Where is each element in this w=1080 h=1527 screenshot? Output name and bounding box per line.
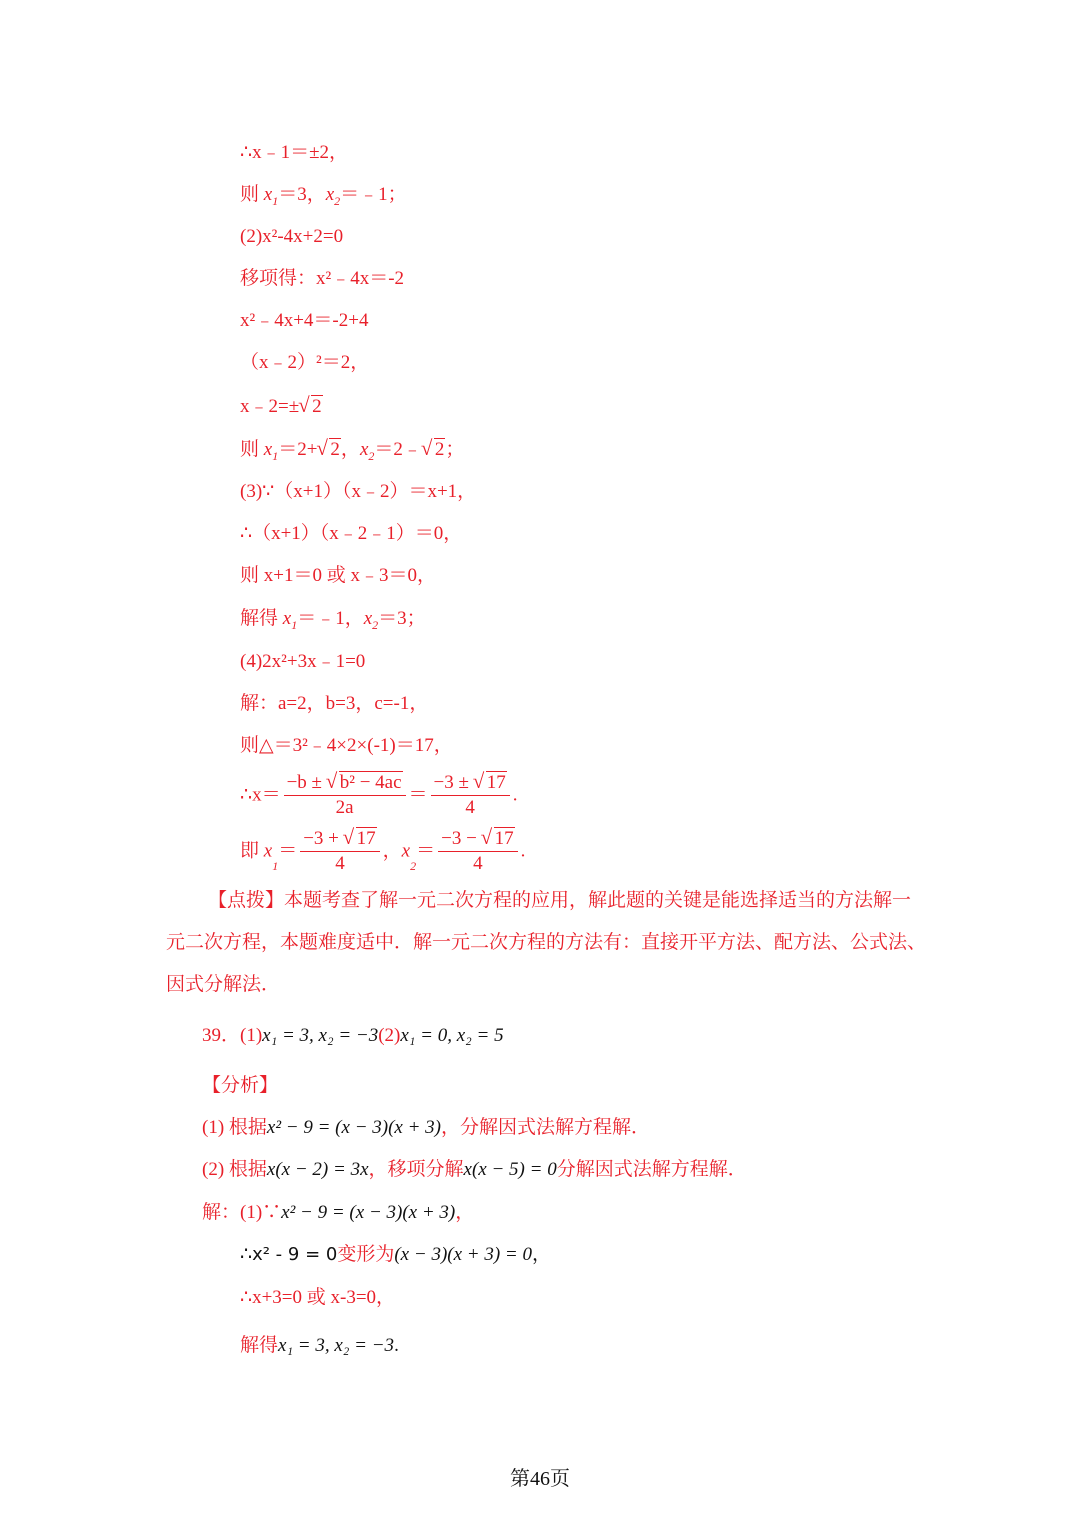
solution-text: . (394, 1335, 399, 1356)
equation: x₁ = 3, x₂ = −3 (278, 1335, 395, 1356)
step-text: 则△＝3²﹣4×2×(-1)＝17， (240, 735, 453, 756)
denominator: 4 (473, 853, 483, 874)
var: x (363, 608, 373, 629)
formula-line (240, 771, 517, 825)
equation: (x − 3)(x + 3) = 0 (394, 1244, 532, 1265)
step-text: ＝2+ (278, 439, 318, 460)
page-number: 第46页 (510, 1468, 570, 1490)
denominator: 2a (335, 797, 354, 818)
formula-line (240, 827, 525, 881)
equation: x(x − 5) = 0 (463, 1159, 557, 1180)
subscript: 1 (272, 858, 279, 873)
step-text: ＝ (278, 840, 298, 862)
tip-text: 本题考查了解一元二次方程的应用，解此题的关键是能选择适当的方法解一元二次方程，本题难度适中．解一元二次方程的方法有：直接开平方法、配方法、公式法、因式分解法． (166, 890, 927, 995)
fraction (300, 827, 379, 876)
step-line (240, 183, 407, 207)
numerator-text: −3 ± (433, 772, 474, 793)
step-line (240, 607, 426, 631)
radicand: 17 (356, 828, 376, 849)
step-line (240, 480, 476, 504)
step-text: ＝ (416, 840, 436, 862)
numerator (431, 771, 510, 796)
step-text: 移项得：x²﹣4x＝-2 (240, 268, 405, 289)
numerator (284, 771, 406, 796)
solution-line (240, 1243, 551, 1267)
step-text: ＝ (408, 784, 428, 806)
step-text: ， (340, 439, 360, 460)
step-text: 则 (240, 184, 264, 205)
radicand: 17 (494, 828, 514, 849)
step-text: x﹣2=± (240, 396, 300, 417)
step-text: 解得 (240, 608, 283, 629)
step-text: x²﹣4x+4＝-2+4 (240, 310, 369, 331)
answer-2: x₁ = 0, x₂ = 5 (400, 1025, 504, 1046)
numerator-text: −3 − (441, 828, 482, 849)
step-text: ， (382, 840, 402, 862)
sqrt-symbol (327, 771, 403, 795)
step-line (240, 225, 343, 249)
subscript: 2 (410, 858, 417, 873)
sqrt-symbol (317, 438, 341, 462)
step-text: 解：a=2，b=3，c=-1， (240, 693, 429, 714)
radicand: 2 (434, 439, 445, 460)
step-line (240, 650, 365, 674)
subscript: 1 (272, 193, 279, 208)
denominator: 4 (335, 853, 345, 874)
tip-label: 【点拨】 (208, 890, 285, 911)
solution-line (240, 1286, 395, 1310)
answer-1: x₁ = 3, x₂ = −3 (262, 1025, 379, 1046)
analysis-label: 【分析】 (202, 1075, 279, 1096)
step-line (240, 351, 369, 375)
step-text: 即 (240, 840, 264, 862)
step-text: . (520, 840, 526, 862)
subscript: 2 (372, 617, 379, 632)
step-line (240, 522, 462, 546)
step-line (240, 395, 323, 419)
equation: x² − 9 = (x − 3)(x + 3) (266, 1117, 441, 1138)
question-number: 39． (202, 1025, 241, 1046)
analysis-text: ，分解因式法解方程解． (441, 1117, 651, 1138)
step-text: ＝2﹣ (374, 439, 422, 460)
part-label: (1) (240, 1025, 263, 1046)
numerator (438, 827, 517, 852)
step-line (240, 564, 436, 588)
tip-paragraph (166, 880, 926, 1006)
var: x (359, 439, 369, 460)
step-line (240, 734, 453, 758)
step-text: ＝3， (278, 184, 326, 205)
radicand: 17 (486, 772, 506, 793)
solution-text: ， (455, 1202, 475, 1223)
sqrt-symbol (422, 438, 446, 462)
analysis-text: ，移项分解 (368, 1159, 464, 1180)
numerator-text: −b ± (286, 772, 327, 793)
analysis-line (202, 1116, 650, 1140)
analysis-heading (202, 1074, 278, 1098)
equation: x² − 9 = (x − 3)(x + 3) (281, 1202, 456, 1223)
step-line (240, 438, 464, 462)
analysis-line (202, 1158, 747, 1182)
analysis-text: (1) 根据 (202, 1117, 267, 1138)
part-label: (2) (378, 1025, 401, 1046)
sqrt-symbol (299, 395, 323, 419)
denominator: 4 (465, 797, 475, 818)
step-text: 则 x+1＝0 或 x﹣3＝0， (240, 565, 436, 586)
numerator-text: −3 + (303, 828, 344, 849)
step-text: ＝﹣1， (297, 608, 364, 629)
numerator (300, 827, 379, 852)
subscript: 1 (291, 617, 298, 632)
radicand: 2 (312, 396, 322, 417)
step-text: (4)2x²+3x﹣1=0 (240, 651, 366, 672)
solution-line (240, 1334, 399, 1358)
analysis-text: 分解因式法解方程解． (556, 1159, 747, 1180)
solution-text: 解：(1)∵ (202, 1202, 282, 1223)
fraction (284, 771, 406, 820)
solution-text: ∴x+3=0 或 x-3=0， (240, 1287, 396, 1308)
fraction (431, 771, 510, 820)
step-line (240, 692, 428, 716)
radicand: 2 (330, 439, 340, 460)
step-text: . (512, 784, 518, 806)
var: x (401, 840, 411, 862)
step-text: (2)x²-4x+2=0 (240, 226, 344, 247)
fraction (438, 827, 517, 876)
solution-text: ， (532, 1244, 552, 1265)
question-39-answer (202, 1024, 504, 1048)
step-text: ＝3； (378, 608, 426, 629)
solution-text: ∴ (240, 1244, 253, 1265)
radicand: b² − 4ac (339, 772, 402, 793)
step-text: ＝﹣1； (340, 184, 407, 205)
var: x (263, 439, 273, 460)
step-line (240, 309, 368, 333)
sqrt-symbol (474, 771, 507, 795)
step-text: ； (445, 439, 465, 460)
step-line (240, 141, 348, 165)
var: x (263, 184, 273, 205)
step-text: (3)∵（x+1）（x﹣2）＝x+1， (240, 481, 477, 502)
step-text: 则 (240, 439, 264, 460)
equation: x² - 9 = 0 (252, 1244, 338, 1265)
subscript: 2 (334, 193, 341, 208)
sqrt-symbol (344, 827, 377, 851)
step-line (240, 267, 404, 291)
step-text: ∴（x+1）（x﹣2﹣1）＝0， (240, 523, 463, 544)
var: x (325, 184, 335, 205)
solution-text: 解得 (240, 1335, 279, 1356)
step-text: （x﹣2）²＝2， (240, 352, 370, 373)
sqrt-symbol (482, 827, 515, 851)
var: x (282, 608, 292, 629)
step-text: ∴x﹣1＝±2， (240, 142, 349, 163)
subscript: 2 (368, 448, 375, 463)
subscript: 1 (272, 448, 279, 463)
var: x (263, 840, 273, 862)
equation: x(x − 2) = 3x (266, 1159, 369, 1180)
solution-text: 变形为 (337, 1244, 395, 1265)
analysis-text: (2) 根据 (202, 1159, 267, 1180)
solution-line (202, 1201, 474, 1225)
step-text: ∴x＝ (240, 784, 281, 806)
